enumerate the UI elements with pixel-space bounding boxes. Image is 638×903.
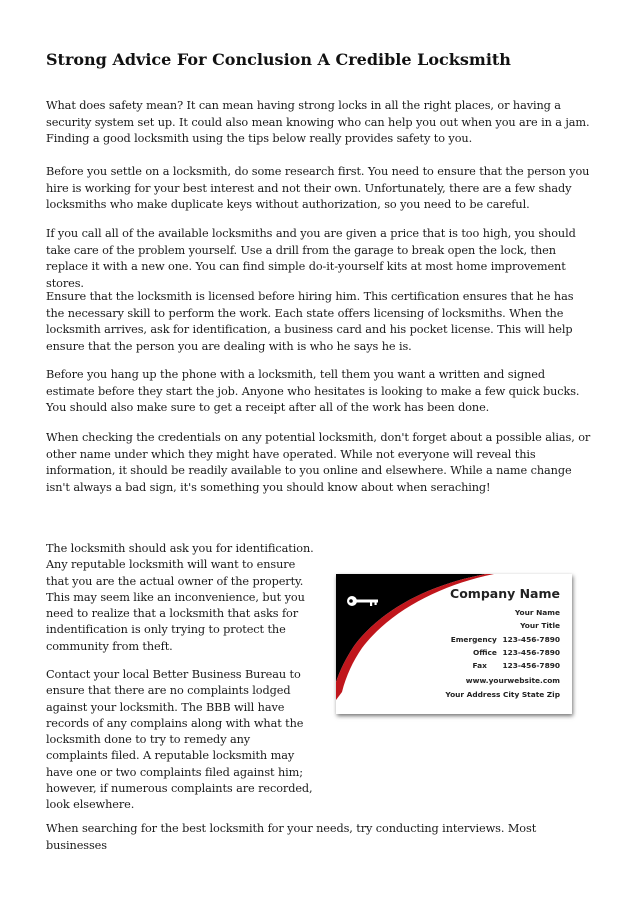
card-company-name: Company Name [450,586,560,601]
business-card-image [336,574,572,714]
card-phone-label: Emergency [450,635,497,644]
card-phone-label: Fax [472,661,487,670]
card-phone-office [473,648,560,657]
card-phone-value: 123-456-7890 [502,661,560,670]
paragraph-1: What does safety mean? It can mean having strong locks in all the right places, or having a security system set up. It could also mean knowing who can help you out when you are in a jam. Finding a good locksmith using the tips below really provides safety to you. [46,99,590,146]
paragraph-3: If you call all of the available locksmiths and you are given a price that is too high, you should take care of the problem yourself. Use a drill from the garage to break open the lock, then replace it with a new one. You can find simple do-it-yourself kits at most home improvement stores. [46,227,576,290]
paragraph-8: Contact your local Better Business Bureau to ensure that there are no complaints lodged against your locksmith. The BBB will have records of any complains along with what the locksmith done to try to remedy any complaints filed. A reputable locksmith may have one or two complaints filed against him; however, if numerous complaints are recorded, look elsewhere. [46,668,313,812]
card-person-name: Your Name [514,608,560,617]
paragraph-5: Before you hang up the phone with a locksmith, tell them you want a written and signed estimate before they start the job. Anyone who hesitates is looking to make a few quick bucks. You should also make sure to get a receipt after all of the work has been done. [46,368,580,415]
paragraph-9: When searching for the best locksmith for your needs, try conducting interviews. Most businesses [46,822,537,852]
paragraph-2: Before you settle on a locksmith, do some research first. You need to ensure that the person you hire is working for your best interest and not their own. Unfortunately, there are a few shady locksmiths who make duplicate keys without authorization, so you need to be careful. [46,165,590,212]
card-phone-label: Office [472,648,497,657]
card-phone-value: 123-456-7890 [502,635,560,644]
card-person-title: Your Title [520,621,560,630]
card-phone-emergency [451,635,560,644]
paragraph-6: When checking the credentials on any potential locksmith, don't forget about a possible alias, or other name under which they might have operated. While not everyone will reveal this information, it should be readily available to you online and elsewhere. While a name change isn't always a bad sign, it's something you should know about when seraching! [46,431,591,494]
key-icon [346,594,380,608]
card-website: www.yourwebsite.com [465,676,560,685]
page-title: Strong Advice For Conclusion A Credible Locksmith [46,50,511,69]
card-phone-fax [472,661,560,670]
card-phone-value: 123-456-7890 [502,648,560,657]
paragraph-4: Ensure that the locksmith is licensed before hiring him. This certification ensures that he has the necessary skill to perform the work. Each state offers licensing of locksmiths. When the locksmith arrives, ask for identification, a business card and his pocket license. This will help ensure that the person you are dealing with is who he says he is. [46,290,574,353]
paragraph-7: The locksmith should ask you for identification. Any reputable locksmith will want to ensure that you are the actual owner of the property. This may seem like an inconvenience, but you need to realize that a locksmith that asks for indentification is only trying to protect the community from theft. [46,542,314,653]
card-address: Your Address City State Zip [445,690,560,699]
